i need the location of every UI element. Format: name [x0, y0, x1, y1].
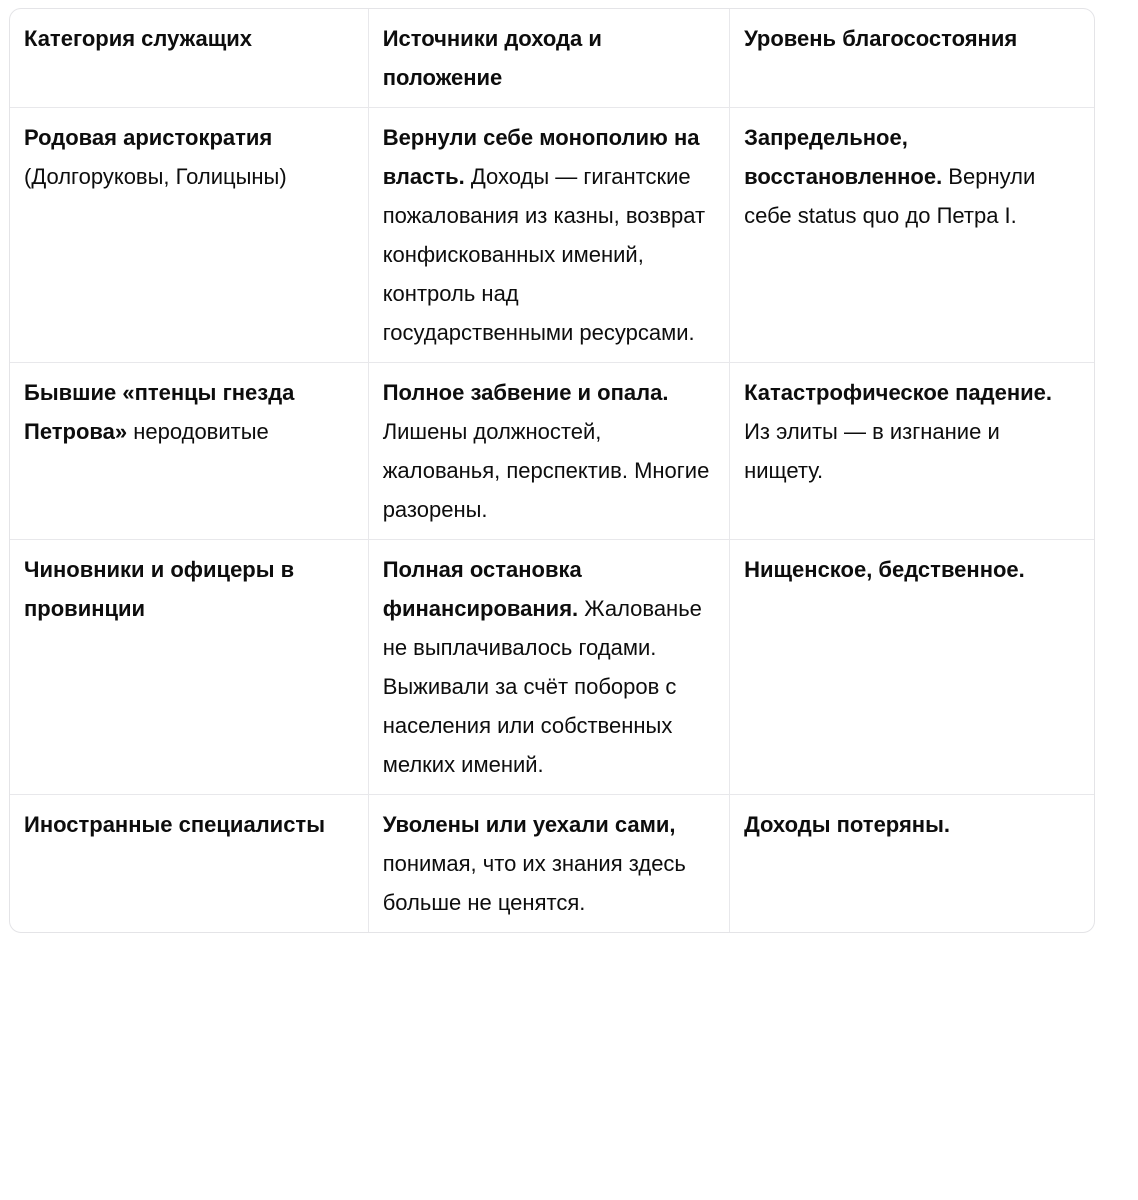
- cell-income: [368, 795, 729, 933]
- cell-income: [368, 108, 729, 363]
- cell-wellbeing: [730, 795, 1094, 933]
- cell-lead-text: Катастрофическое падение.: [744, 380, 1053, 405]
- cell-income: [368, 540, 729, 795]
- cell-lead-text: Чиновники и офицеры в провинции: [24, 557, 295, 621]
- cell-category: [10, 363, 368, 540]
- cell-wellbeing: [730, 540, 1094, 795]
- cell-income: [368, 363, 729, 540]
- table-row: [10, 795, 1094, 933]
- cell-body-text: понимая, что их знания здесь больше не ценятся.: [382, 851, 686, 915]
- cell-lead-text: Бывшие «птенцы гнезда Петрова»: [24, 380, 295, 444]
- cell-lead-text: Уволены или уехали сами,: [382, 812, 676, 837]
- servants-table: [10, 9, 1094, 932]
- cell-lead-text: Полная остановка финансирования.: [382, 557, 582, 621]
- cell-body-text: Из элиты — в изгнание и нищету.: [744, 419, 1000, 483]
- cell-wellbeing: [730, 363, 1094, 540]
- cell-body-text: Доходы — гигантские пожалования из казны, возврат конфискованных имений, контроль над государственными ресурсами.: [382, 164, 706, 345]
- cell-lead-text: Полное забвение и опала.: [382, 380, 669, 405]
- cell-lead-text: Вернули себе монополию на власть.: [382, 125, 700, 189]
- cell-lead-text: Запредельное, восстановленное.: [744, 125, 943, 189]
- header-category: Категория служащих: [10, 9, 368, 108]
- cell-lead-text: Нищенское, бедственное.: [744, 557, 1025, 582]
- cell-body-text: (Долгоруковы, Голицыны): [24, 164, 287, 189]
- header-row: [10, 9, 1094, 108]
- cell-lead-text: Иностранные специалисты: [24, 812, 325, 837]
- header-income-sources: Источники дохода и положение: [368, 9, 729, 108]
- table-row: [10, 540, 1094, 795]
- cell-body-text: Лишены должностей, жалованья, перспектив. Многие разорены.: [382, 419, 710, 522]
- cell-category: [10, 795, 368, 933]
- table-row: [10, 108, 1094, 363]
- cell-category: [10, 540, 368, 795]
- cell-body-text: неродовитые: [127, 419, 269, 444]
- header-wellbeing-level: Уровень благосостояния: [730, 9, 1094, 108]
- cell-body-text: Вернули себе status quo до Петра I.: [744, 164, 1036, 228]
- cell-body-text: Жалованье не выплачивалось годами. Выживали за счёт поборов с населения или собственных мелких имений.: [382, 596, 702, 777]
- servants-table-container: [9, 8, 1095, 933]
- cell-lead-text: Доходы потеряны.: [744, 812, 950, 837]
- table-row: [10, 363, 1094, 540]
- cell-lead-text: Родовая аристократия: [24, 125, 273, 150]
- cell-category: [10, 108, 368, 363]
- cell-wellbeing: [730, 108, 1094, 363]
